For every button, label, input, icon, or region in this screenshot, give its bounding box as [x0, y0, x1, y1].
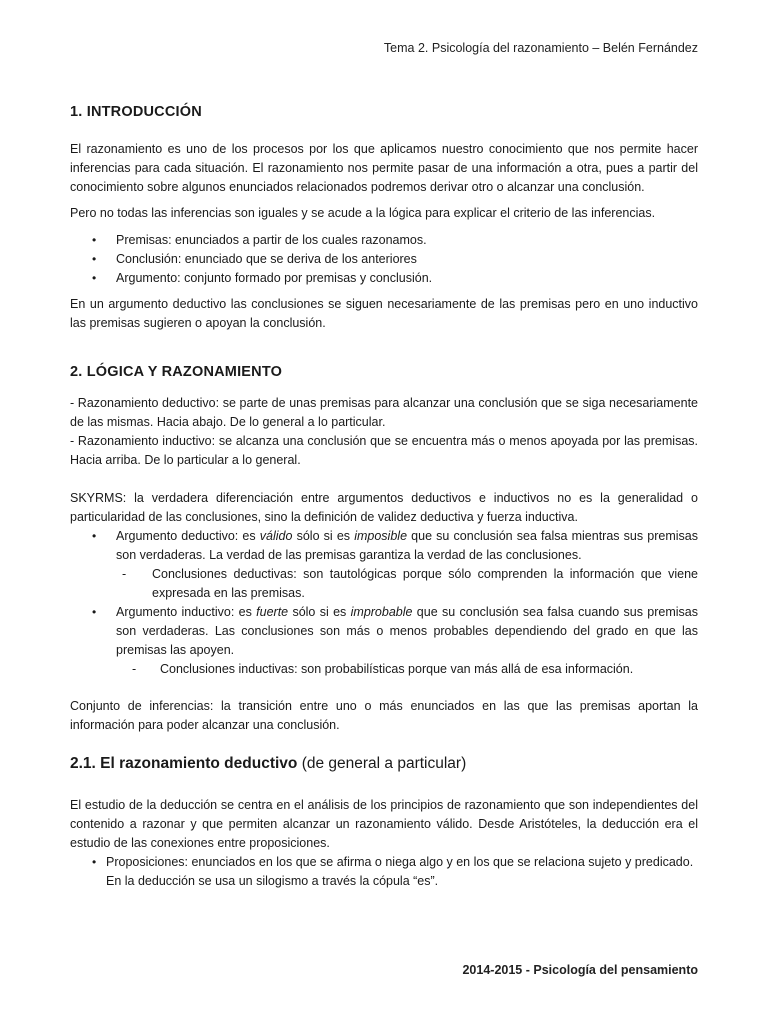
inductive-argument-text: Argumento inductivo: es fuerte sólo si es improbable que su conclusión sea falsa cuando sus premisas son verdaderas. Las conclusiones son más o menos probables dependiendo del grado en que las premisas las apoyen.	[116, 605, 698, 657]
bullet-icon: •	[92, 271, 97, 285]
section-2-title: 2. LÓGICA Y RAZONAMIENTO	[70, 364, 283, 380]
deductive-reasoning-item: - Razonamiento deductivo: se parte de unas premisas para alcanzar una conclusión que se siga necesariamente de las mismas. Hacia abajo. De lo general a lo particular.	[70, 396, 698, 429]
section-1-title: 1. INTRODUCCIÓN	[70, 104, 202, 120]
inferences-paragraph: Conjunto de inferencias: la transición entre uno o más enunciados en las que las premisas aportan la información para poder alcanzar una conclusión.	[70, 699, 698, 732]
bullet-icon: •	[92, 252, 97, 266]
propositions-text: Proposiciones: enunciados en los que se afirma o niega algo y en los que se relaciona sujeto y predicado. En la deducción se usa un silogismo a través la cópula “es”.	[106, 855, 694, 888]
dash-icon: -	[122, 567, 127, 581]
bullet-icon: •	[92, 233, 97, 247]
list-item-text: Premisas: enunciados a partir de los cuales razonamos.	[116, 233, 427, 247]
intro-paragraph-1: El razonamiento es uno de los procesos por los que aplicamos nuestro conocimiento que nos permite hacer inferencias para cada situación. El razonamiento nos permite pasar de una información a otra, pues a partir del conocimiento sobre algunos enunciados relacionados podremos derivar otro o alcanzar una conclusión.	[70, 142, 698, 194]
page-footer: 2014-2015 - Psicología del pensamiento	[462, 963, 698, 977]
deduction-paragraph: El estudio de la deducción se centra en el análisis de los principios de razonamiento que son independientes del contenido a razonar y que permiten alcanzar un razonamiento válido. Desde Aristóteles, la deducción era el estudio de las conexiones entre proposiciones.	[70, 798, 698, 850]
inductive-conclusions-text: Conclusiones inductivas: son probabilísticas porque van más allá de esa información.	[160, 662, 634, 676]
page-header: Tema 2. Psicología del razonamiento – Belén Fernández	[383, 41, 698, 55]
list-item-text: Argumento: conjunto formado por premisas y conclusión.	[116, 271, 433, 285]
bullet-icon: •	[92, 855, 97, 869]
bullet-icon: •	[92, 529, 97, 543]
deductive-conclusions-text: Conclusiones deductivas: son tautológicas porque sólo comprenden la información que viene expresada en las premisas.	[152, 567, 698, 600]
section-2-1-title: 2.1. El razonamiento deductivo (de general a particular)	[70, 755, 467, 772]
intro-paragraph-2: Pero no todas las inferencias son iguales y se acude a la lógica para explicar el criterio de las inferencias.	[70, 206, 656, 220]
dash-icon: -	[132, 662, 137, 676]
skyrms-paragraph: SKYRMS: la verdadera diferenciación entre argumentos deductivos e inductivos no es la generalidad o particularidad de las conclusiones, sino la definición de validez deductiva y fuerza inductiva.	[70, 491, 698, 524]
bullet-icon: •	[92, 605, 97, 619]
inductive-reasoning-item: - Razonamiento inductivo: se alcanza una conclusión que se encuentra más o menos apoyada por las premisas. Hacia arriba. De lo particular a lo general.	[70, 434, 698, 467]
intro-paragraph-3: En un argumento deductivo las conclusiones se siguen necesariamente de las premisas pero en uno inductivo las premisas sugieren o apoyan la conclusión.	[70, 297, 698, 330]
list-item-text: Conclusión: enunciado que se deriva de los anteriores	[116, 252, 417, 266]
deductive-argument-text: Argumento deductivo: es válido sólo si es imposible que su conclusión sea falsa mientras sus premisas son verdaderas. La verdad de las premisas garantiza la verdad de las conclusiones.	[116, 529, 698, 562]
